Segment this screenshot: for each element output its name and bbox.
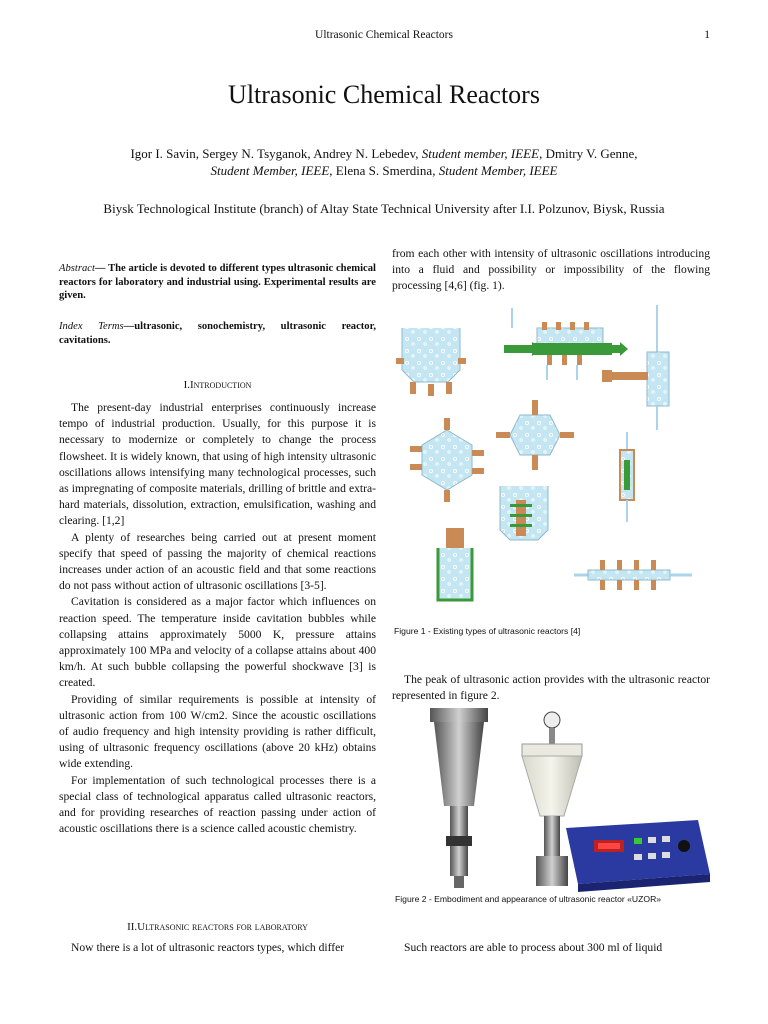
paragraph: The peak of ultrasonic action provides with the ultrasonic reactor represented in figure 2. — [392, 673, 710, 703]
reactor-hexagon-large — [410, 418, 484, 502]
paper-title: Ultrasonic Chemical Reactors — [228, 80, 540, 109]
abstract-text: — The article is devoted to different types ultrasonic chemical reactors for laboratory and industrial using. Experimental results are given. — [59, 263, 376, 301]
reactor-beaker — [396, 328, 466, 396]
index-terms-text: —ultrasonic, sonochemistry, ultrasonic reactor, cavitations. — [59, 321, 376, 346]
running-header — [0, 29, 768, 45]
reactor-flow-tube — [504, 308, 628, 380]
authors-membership: Student member, IEEE, — [421, 146, 543, 161]
reactor-beaker-coil — [500, 486, 548, 540]
right-column-text: from each other with intensity of ultrasonic oscillations introducing into a fluid and possibility or impossibility of the flowing processing [4,6] (fig. 1). — [392, 247, 710, 293]
paragraph: Providing of similar requirements is possible at intensity of ultrasonic action from 100 W/cm2. Since the acoustic oscillations of audio frequency and high intensity providing is rather difficult, using of ultrasonic frequency oscillations (above 20 kHz) obtains wide extending. — [59, 692, 376, 771]
running-title: Ultrasonic Chemical Reactors — [315, 29, 453, 41]
ultrasonic-generator-box — [566, 820, 710, 892]
reactor-hexagon-small — [496, 400, 574, 470]
paragraph: For implementation of such technological processes there is a special class of technological apparatus called ultrasonic reactors, and for providing researches of reaction passing under action of acoustic oscillations there is a science called acoustic chemistry. — [59, 773, 376, 836]
affiliation: Biysk Technological Institute (branch) of Altay State Technical University after I.I. Polzunov, Biysk, Russia — [103, 201, 665, 216]
figure-1-reactor-types — [392, 300, 712, 610]
authors-membership: Student Member, IEEE, — [210, 163, 333, 178]
introduction-body — [59, 400, 376, 837]
section-heading-laboratory: II.Ultrasonic reactors for laboratory — [127, 921, 308, 933]
authors — [90, 145, 678, 179]
authors-membership: Student Member, IEEE — [438, 163, 558, 178]
abstract — [59, 262, 376, 303]
authors-part: Elena S. Smerdina, — [332, 163, 439, 178]
reactor-horn-probe — [438, 528, 472, 600]
section2-first-line — [59, 940, 376, 956]
reactor-vertical-chamber — [602, 305, 669, 430]
reactor-bottom-pipe — [574, 560, 692, 590]
reactor-small-tube — [620, 432, 634, 522]
right-bottom-line — [392, 940, 710, 956]
page-number: 1 — [704, 29, 710, 41]
figure-1-caption: Figure 1 - Existing types of ultrasonic reactors [4] — [394, 626, 581, 636]
section-heading-introduction: I.Introduction — [183, 379, 252, 391]
paragraph: Cavitation is considered as a major factor which influences on reaction speed. The temperature inside cavitation bubbles while collapsing attains approximately 5000 K, pressure attains approximately 100 MPa and velocity of a collapse attains about 400 km/h. At such bubble collapsing the powerful shockwave [3] is created. — [59, 595, 376, 690]
paragraph: A plenty of researches being carried out at present moment specify that speed of passing the majority of chemical reactions increases under action of an acoustic field and that some reactions do not pass without action of ultrasonic oscillations [3-5]. — [59, 530, 376, 593]
figure-2-caption: Figure 2 - Embodiment and appearance of ultrasonic reactor «UZOR» — [395, 894, 662, 904]
index-terms-label: Index Terms — [59, 321, 124, 332]
abstract-label: Abstract — [59, 263, 95, 274]
authors-part: Dmitry V. Genne, — [542, 146, 638, 161]
figure-2-uzor-reactor — [418, 706, 718, 892]
paragraph: Such reactors are able to process about 300 ml of liquid — [404, 941, 663, 954]
authors-part: Igor I. Savin, Sergey N. Tsyganok, Andrey N. Lebedev, — [130, 146, 422, 161]
right-paragraph-peak — [392, 672, 710, 704]
paragraph: Now there is a lot of ultrasonic reactors types, which differ — [71, 941, 345, 954]
index-terms — [59, 320, 376, 347]
reactor-cross-section — [430, 708, 488, 888]
paragraph: The present-day industrial enterprises continuously increase tempo of industrial production. Usually, for this purpose it is necessary to modernize or completely to change the process flowsheet. It is widely known, that using of high intensity ultrasonic oscillations allows intensifying many technological processes, such as impregnating of composite materials, drilling of brittle and extra-hard materials, dissolution, extraction, emulsification, washing and clearing. [1,2] — [59, 401, 376, 528]
